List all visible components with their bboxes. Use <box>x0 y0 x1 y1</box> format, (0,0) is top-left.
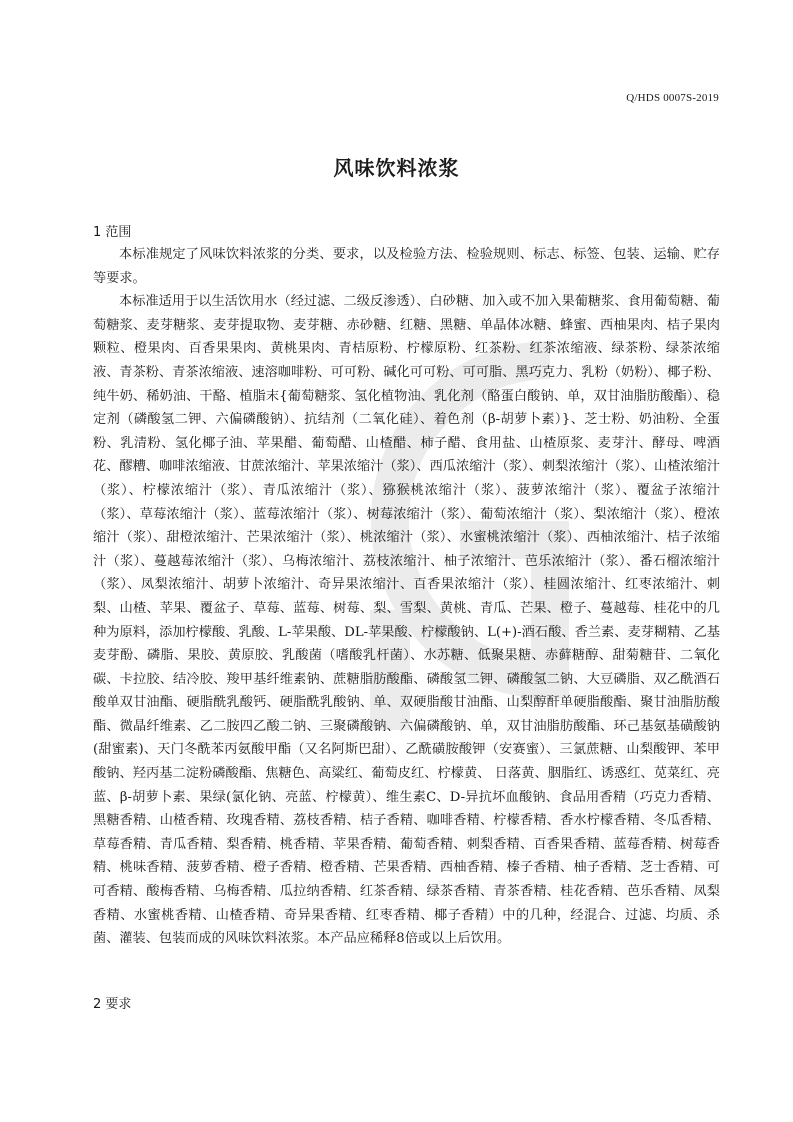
section-heading-scope: 1 范围 <box>93 225 132 240</box>
standard-code: Q/HDS 0007S-2019 <box>626 92 719 104</box>
scope-body <box>93 243 720 951</box>
section-heading-requirements: 2 要求 <box>93 997 132 1012</box>
scope-paragraph-2: 本标准适用于以生活饮用水（经过滤、二级反渗透）、白砂糖、加入或不加入果葡糖浆、食用葡萄糖、葡萄糖浆、麦芽糖浆、麦芽提取物、麦芽糖、赤砂糖、红糖、黑糖、单晶体冰糖、蜂蜜、西柚果肉、桔子果肉颗粒、橙果肉、百香果果肉、黄桃果肉、青桔原粉、柠檬原粉、红茶粉、红茶浓缩液、绿茶粉、绿茶浓缩液、青茶粉、青茶浓缩液、速溶咖啡粉、可可粉、碱化可可粉、可可脂、黑巧克力、乳粉（奶粉）、椰子粉、纯牛奶、稀奶油、干酪、植脂末{葡萄糖浆、氢化植物油、乳化剂（酪蛋白酸钠、单，双甘油脂肪酸酯）、稳定剂（磷酸氢二钾、六偏磷酸钠）、抗结剂（二氧化硅）、着色剂（β-胡萝卜素）}、芝士粉、奶油粉、全蛋粉、乳清粉、氢化椰子油、苹果醋、葡萄醋、山楂醋、柿子醋、食用盐、山楂原浆、麦芽汁、酵母、啤酒花、醪糟、咖啡浓缩液、甘蔗浓缩汁、苹果浓缩汁（浆）、西瓜浓缩汁（浆）、刺梨浓缩汁（浆）、山楂浓缩汁（浆）、柠檬浓缩汁（浆）、青瓜浓缩汁（浆）、猕猴桃浓缩汁（浆）、菠萝浓缩汁（浆）、覆盆子浓缩汁（浆）、草莓浓缩汁（浆）、蓝莓浓缩汁（浆）、树莓浓缩汁（浆）、葡萄浓缩汁（浆）、梨浓缩汁（浆）、橙浓缩汁（浆）、甜橙浓缩汁、芒果浓缩汁（浆）、桃浓缩汁（浆）、水蜜桃浓缩汁（浆）、西柚浓缩汁、桔子浓缩汁（浆）、蔓越莓浓缩汁（浆）、乌梅浓缩汁、荔枝浓缩汁、柚子浓缩汁、芭乐浓缩汁（浆）、番石榴浓缩汁（浆）、凤梨浓缩汁、胡萝卜浓缩汁、奇异果浓缩汁、百香果浓缩汁（浆）、桂圆浓缩汁、红枣浓缩汁、刺梨、山楂、苹果、覆盆子、草莓、蓝莓、树莓、梨、雪梨、黄桃、青瓜、芒果、橙子、蔓越莓、桂花中的几种为原料，添加柠檬酸、乳酸、L-苹果酸、DL-苹果酸、柠檬酸钠、L(+)-酒石酸、香兰素、麦芽糊精、乙基麦芽酚、磷脂、果胶、黄原胶、乳酸菌（嗜酸乳杆菌）、水苏糖、低聚果糖、赤藓糖醇、甜菊糖苷、二氧化碳、卡拉胶、结冷胶、羧甲基纤维素钠、蔗糖脂肪酸酯、磷酸氢二钾、磷酸氢二钠、大豆磷脂、双乙酰酒石酸单双甘油酯、硬脂酰乳酸钙、硬脂酰乳酸钠、单、双硬脂酸甘油酯、山梨醇酐单硬脂酸酯、聚甘油脂肪酸酯、微晶纤维素、乙二胺四乙酸二钠、三聚磷酸钠、六偏磷酸钠、单，双甘油脂肪酸酯、环己基氨基磺酸钠(甜蜜素)、天门冬酰苯丙氨酸甲酯（又名阿斯巴甜）、乙酰磺胺酸钾（安赛蜜）、三氯蔗糖、山梨酸钾、苯甲酸钠、羟丙基二淀粉磷酸酯、焦糖色、高粱红、葡萄皮红、柠檬黄、 日落黄、胭脂红、诱惑红、苋菜红、亮蓝、β-胡萝卜素、果绿(氯化钠、亮蓝、柠檬黄）、维生素C、D-异抗坏血酸钠、食品用香精（巧克力香精、黑糖香精、山楂香精、玫瑰香精、荔枝香精、桔子香精、咖啡香精、柠檬香精、香水柠檬香精、冬瓜香精、草莓香精、青瓜香精、梨香精、桃香精、苹果香精、葡萄香精、刺梨香精、百香果香精、蓝莓香精、树莓香精、桃味香精、菠萝香精、橙子香精、橙香精、芒果香精、西柚香精、榛子香精、柚子香精、芝士香精、可可香精、酸梅香精、乌梅香精、瓜拉纳香精、红茶香精、绿茶香精、青茶香精、桂花香精、芭乐香精、凤梨香精、水蜜桃香精、山楂香精、奇异果香精、红枣香精、椰子香精）中的几种，经混合、过滤、均质、杀菌、灌装、包装而成的风味饮料浓浆。本产品应稀释8倍或以上后饮用。 <box>93 294 720 947</box>
scope-paragraph-1: 本标准规定了风味饮料浓浆的分类、要求，以及检验方法、检验规则、标志、标签、包装、运输、贮存等要求。 <box>93 247 720 286</box>
page-title: 风味饮料浓浆 <box>333 156 460 180</box>
